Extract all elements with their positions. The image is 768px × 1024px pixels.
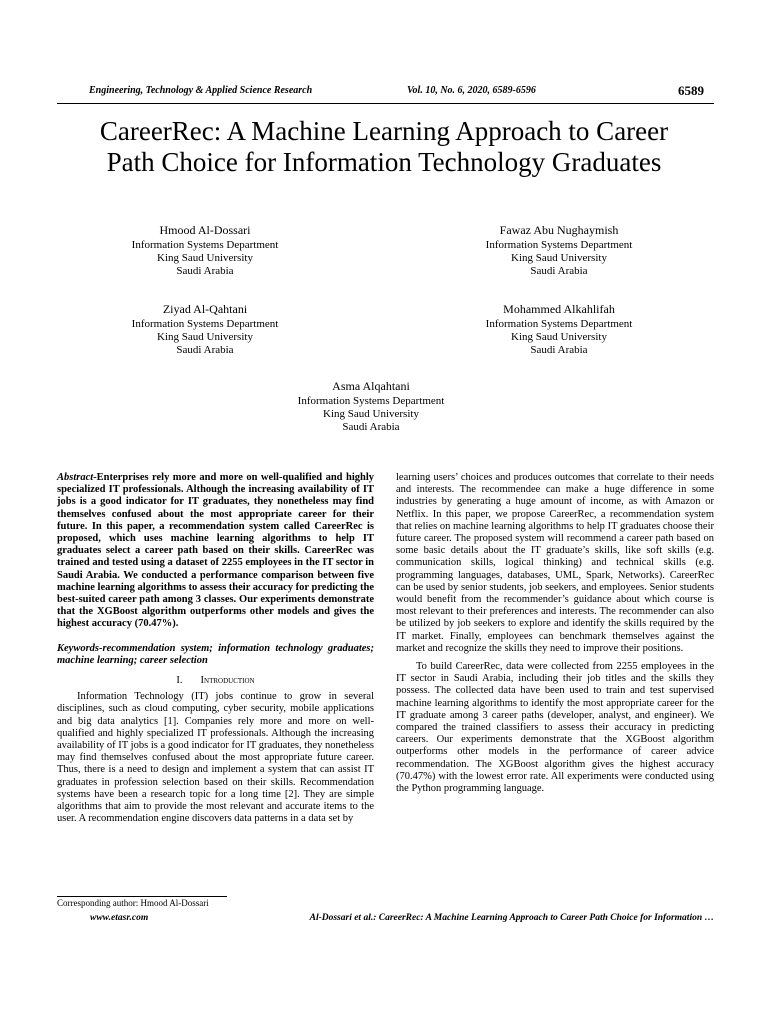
abstract: Abstract-Enterprises rely more and more on well-qualified and highly specialized IT professionals. Although the increasing availability of IT jobs is a good indicator for IT graduates, they nonetheless may find themselves confused about the most appropriate career for their future. In this paper, a recommendation system called CareerRec is proposed, which uses machine learning algorithms to help IT graduates select a career path based on their skills. CareerRec was trained and tested using a dataset of 2255 employees in the IT sector in Saudi Arabia. We conducted a performance comparison between five machine learning algorithms to assess their accuracy for predicting the best-suited career path among 3 classes. Our experiments demonstrate that the XGBoost algorithm outperforms other models and gives the highest accuracy (70.47%). [57, 472, 375, 630]
author-dept: Information Systems Department [131, 318, 279, 330]
author-name: Hmood Al-Dossari [159, 223, 251, 237]
author-university: King Saud University [157, 252, 253, 264]
author-country: Saudi Arabia [176, 344, 234, 356]
intro-paragraph-continued: learning users’ choices and produces outcomes that correlate to their needs and interests. The recommendee can make a huge difference in some industries by generating a huge amount of income, as with Amazon or Netflix. In this paper, we propose CareerRec, a recommendation system that relies on machine learning algorithms to help IT graduates choose their future career. The proposed system will recommend a career path based on some basic details about the IT graduate’s skills, like soft skills (e.g. communication skills, logical thinking) and technical skills (e.g. programming languages, databases, UML, Spark, Networks). CareerRec can be used by senior students, job seekers, and employees. Senior students would benefit from the recommender’s guidance about which course is most relevant to their preferences and interests. The recommender can also be utilized by job seekers to explore and identify the skills required by the IT market. Finally, employees can benchmark themselves against the market and recognize the skills they need to improve their positions. [396, 472, 714, 654]
journal-name: Engineering, Technology & Applied Science Research [89, 85, 313, 96]
author-country: Saudi Arabia [530, 344, 588, 356]
author-country: Saudi Arabia [530, 265, 588, 277]
author-dept: Information Systems Department [485, 239, 633, 251]
author-dept: Information Systems Department [131, 239, 279, 251]
author-name: Ziyad Al-Qahtani [162, 302, 248, 316]
paper-title: CareerRec: A Machine Learning Approach to Career Path Choice for Information Technology Graduates [99, 116, 669, 177]
volume-info: Vol. 10, No. 6, 2020, 6589-6596 [407, 85, 536, 96]
author-block-2 [434, 222, 684, 278]
intro-paragraph-2: To build CareerRec, data were collected from 2255 employees in the IT sector in Saudi Arabia, including their job titles and the skills they possess. The collected data have been used to train and test supervised machine learning algorithms to identify the most appropriate career for the IT graduate among 3 career paths (developer, analyst, and engineer). We compared the trained classifiers to assess their accuracy in predicting careers. Our experiments demonstrate that the XGBoost algorithm outperforms other models in the performance of career advice recommendation. The XGBoost algorithm gives the highest accuracy (70.47%) with the lowest error rate. All experiments were conducted using the Python programming language. [396, 661, 714, 795]
author-name: Mohammed Alkahlifah [503, 302, 615, 316]
author-university: King Saud University [323, 408, 419, 420]
keywords: Keywords-recommendation system; information technology graduates; machine learning; career selection [57, 642, 374, 666]
author-block-3 [80, 301, 330, 357]
corresponding-author-note: Corresponding author: Hmood Al-Dossari [57, 898, 209, 908]
author-block-5 [246, 378, 496, 434]
author-country: Saudi Arabia [176, 265, 234, 277]
intro-paragraph-1: Information Technology (IT) jobs continue to grow in several disciplines, such as cloud computing, cyber security, mobile applications and big data analytics [1]. Companies rely more and more on well-qualified and highly specialized IT professionals. Although the increasing availability of IT jobs is a good indicator for IT graduates, they nonetheless may find themselves confused about the most appropriate future career. Thus, there is a need to design and implement a system that can assist IT graduates in profession selection based on their skills. Recommendation systems have been a research topic for a long time [2]. They are simple algorithms that aim to provide the most relevant and accurate items to the user. A recommendation engine discovers data patterns in a data set by [57, 691, 374, 825]
author-name: Asma Alqahtani [332, 379, 410, 393]
journal-website: www.etasr.com [90, 913, 149, 923]
author-block-1 [80, 222, 330, 278]
footnote-rule [57, 896, 227, 897]
author-dept: Information Systems Department [297, 395, 445, 407]
author-name: Fawaz Abu Nughaymish [499, 223, 619, 237]
page-number: 6589 [678, 83, 704, 98]
author-university: King Saud University [157, 331, 253, 343]
right-column [396, 472, 714, 795]
author-block-4 [434, 301, 684, 357]
author-university: King Saud University [511, 252, 607, 264]
running-header [57, 83, 714, 104]
left-column [57, 472, 374, 825]
author-university: King Saud University [511, 331, 607, 343]
author-country: Saudi Arabia [342, 421, 400, 433]
author-dept: Information Systems Department [485, 318, 633, 330]
section-heading: I. Introduction [176, 675, 255, 687]
citation-line: Al-Dossari et al.: CareerRec: A Machine Learning Approach to Career Path Choice for Information … [309, 913, 714, 923]
